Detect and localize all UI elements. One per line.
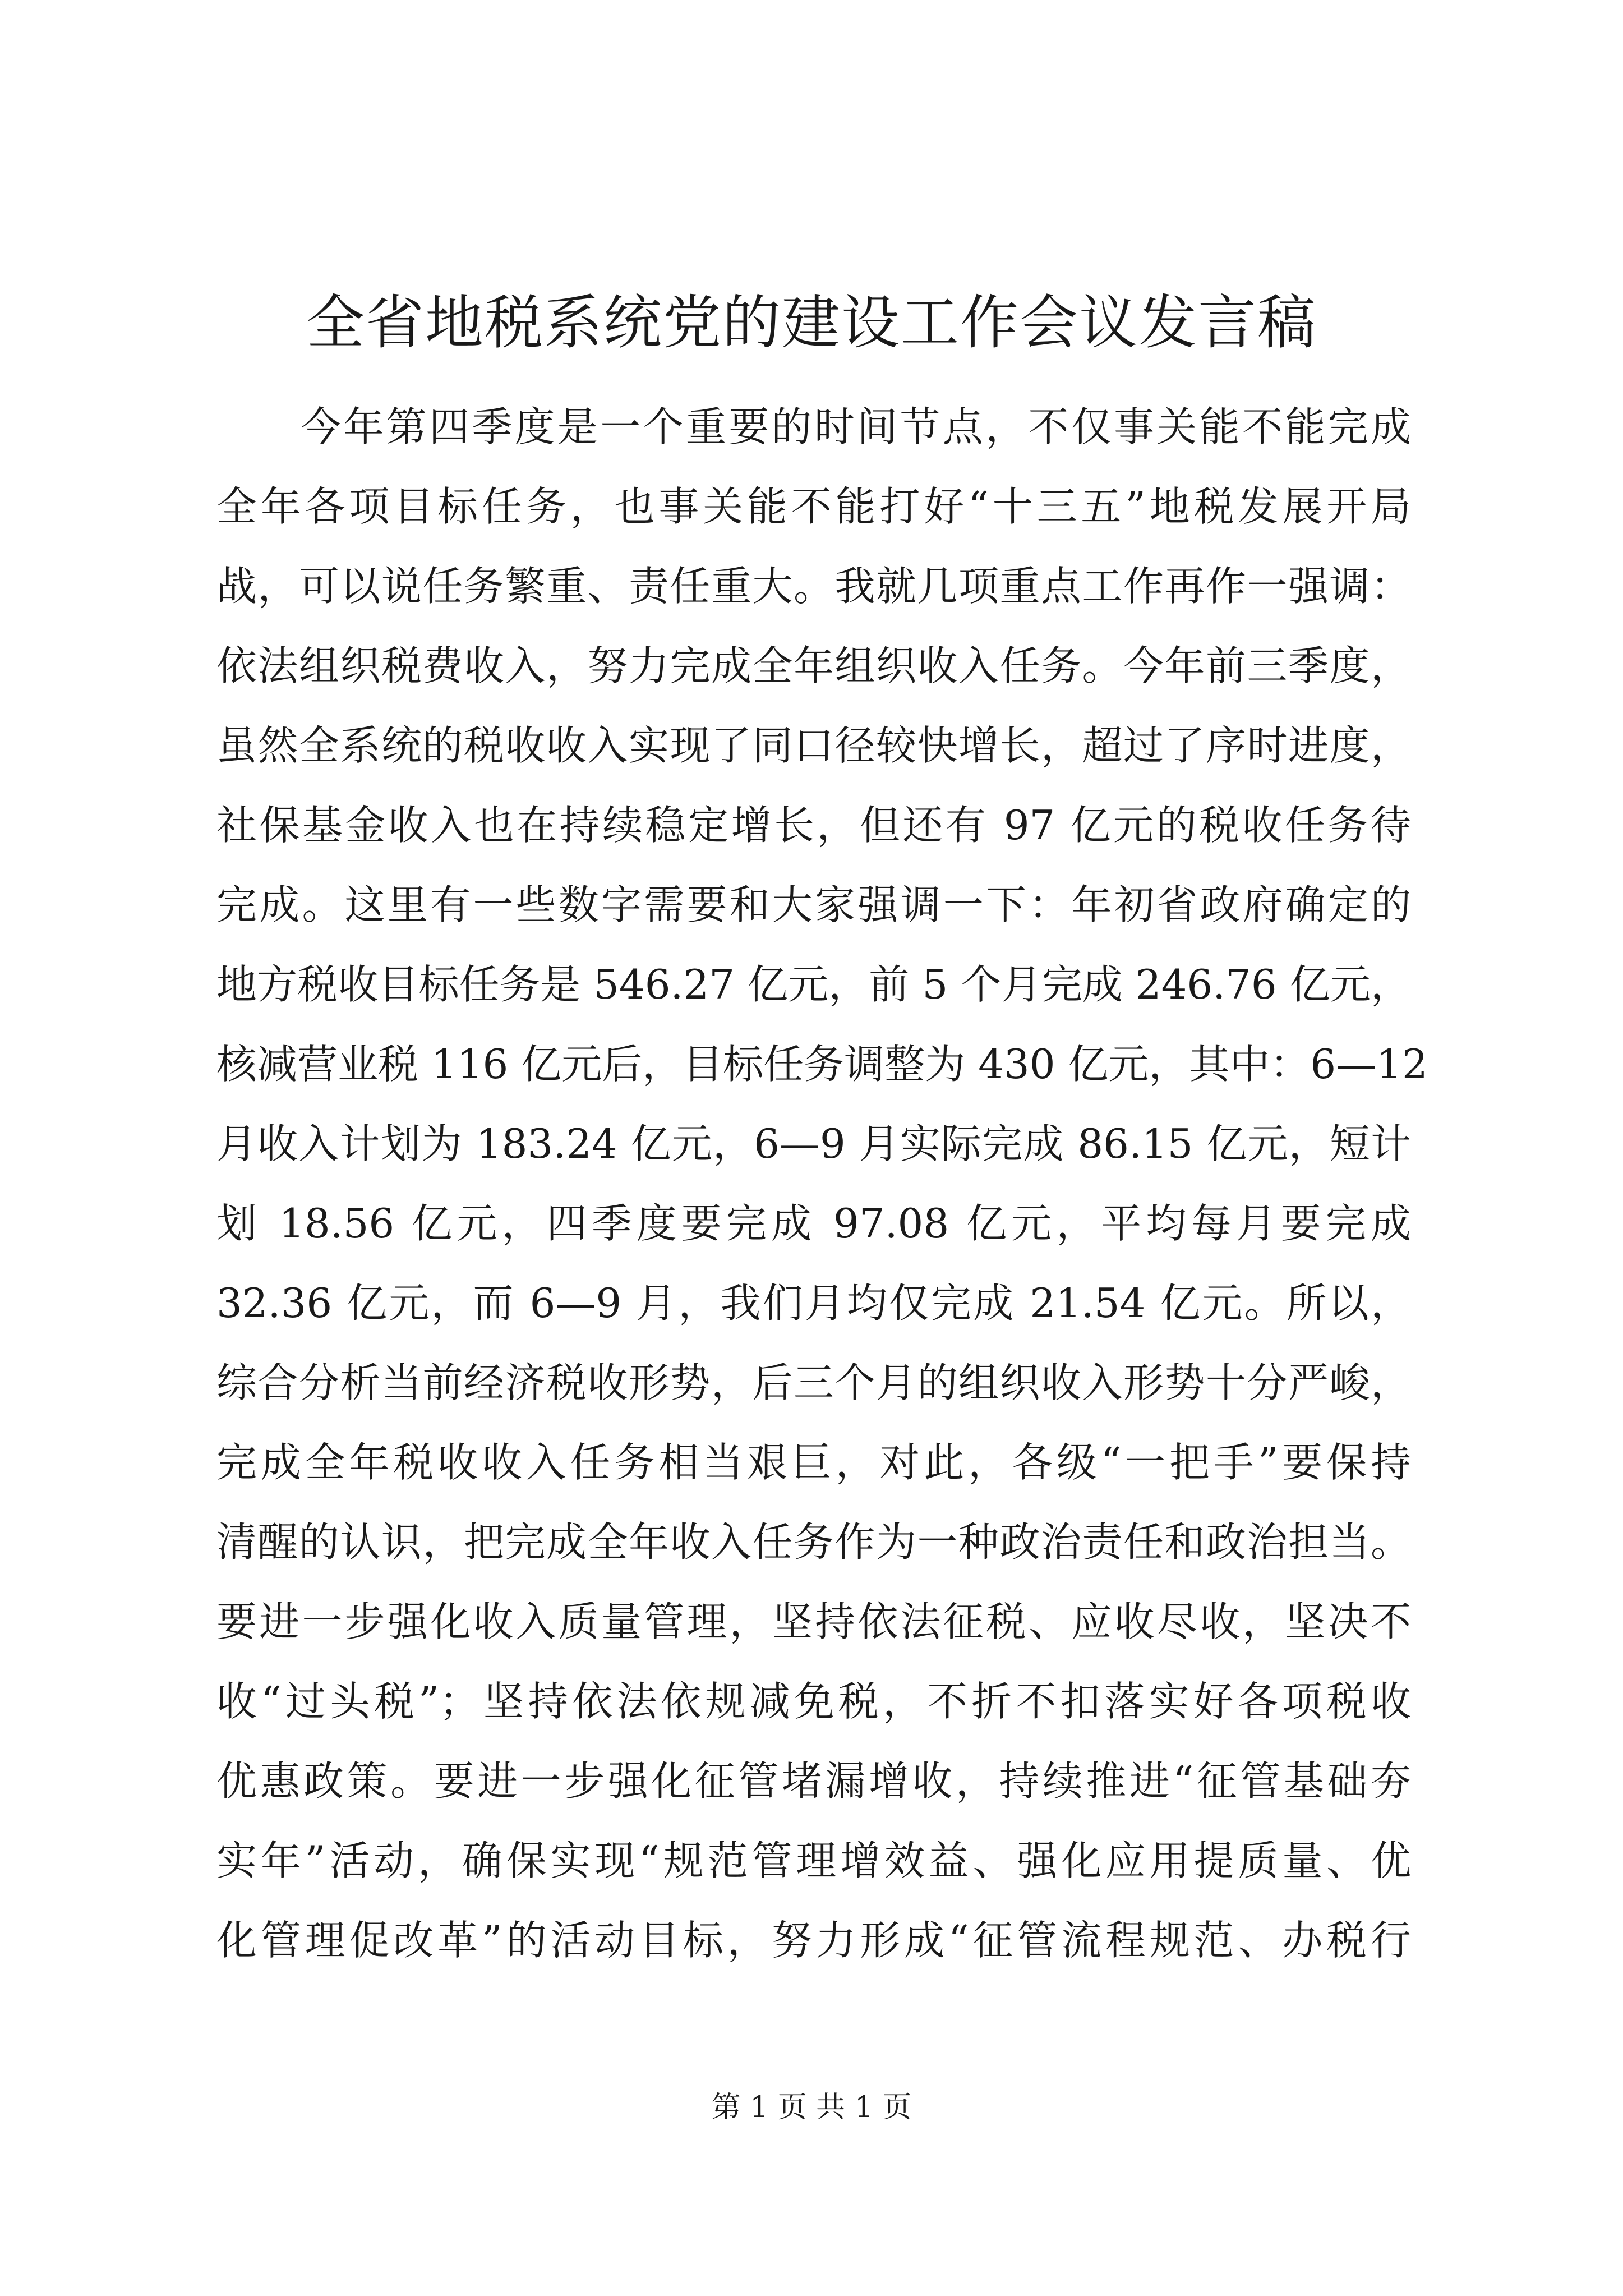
- body-line: 32.36 亿元，而 6—9 月，我们月均仅完成 21.54 亿元。所以，: [216, 1280, 1411, 1327]
- page-number-footer: 第 1 页 共 1 页: [711, 2091, 912, 2124]
- body-line: 社保基金收入也在持续稳定增长，但还有 97 亿元的税收任务待: [216, 802, 1411, 849]
- body-line: 月收入计划为 183.24 亿元，6—9 月实际完成 86.15 亿元，短计: [216, 1120, 1411, 1167]
- body-line: 实年”活动，确保实现“规范管理增效益、强化应用提质量、优: [216, 1837, 1411, 1884]
- body-line: 战，可以说任务繁重、责任重大。我就几项重点工作再作一强调：: [216, 563, 1411, 610]
- body-line: 虽然全系统的税收收入实现了同口径较快增长，超过了序时进度，: [216, 722, 1411, 769]
- body-line: 要进一步强化收入质量管理，坚持依法征税、应收尽收，坚决不: [216, 1598, 1411, 1645]
- body-line: 全年各项目标任务，也事关能不能打好“十三五”地税发展开局: [216, 483, 1411, 530]
- body-line: 依法组织税费收入，努力完成全年组织收入任务。今年前三季度，: [216, 642, 1411, 689]
- body-line: 化管理促改革”的活动目标，努力形成“征管流程规范、办税行: [216, 1917, 1411, 1964]
- body-line: 今年第四季度是一个重要的时间节点，不仅事关能不能完成: [301, 403, 1411, 450]
- body-line: 综合分析当前经济税收形势，后三个月的组织收入形势十分严峻，: [216, 1359, 1411, 1406]
- body-line: 完成。这里有一些数字需要和大家强调一下：年初省政府确定的: [216, 881, 1411, 928]
- body-line: 地方税收目标任务是 546.27 亿元，前 5 个月完成 246.76 亿元，: [216, 961, 1411, 1008]
- body-line: 核减营业税 116 亿元后，目标任务调整为 430 亿元，其中：6—12: [216, 1041, 1428, 1088]
- body-line: 优惠政策。要进一步强化征管堵漏增收，持续推进“征管基础夯: [216, 1757, 1411, 1805]
- body-line: 完成全年税收收入任务相当艰巨，对此，各级“一把手”要保持: [216, 1439, 1411, 1486]
- document-title: 全省地税系统党的建设工作会议发言稿: [306, 288, 1317, 357]
- body-line: 收“过头税”；坚持依法依规减免税，不折不扣落实好各项税收: [216, 1678, 1411, 1725]
- body-line: 划 18.56 亿元，四季度要完成 97.08 亿元，平均每月要完成: [216, 1200, 1411, 1247]
- body-line: 清醒的认识，把完成全年收入任务作为一种政治责任和政治担当。: [216, 1519, 1411, 1566]
- document-body: [216, 387, 1428, 1980]
